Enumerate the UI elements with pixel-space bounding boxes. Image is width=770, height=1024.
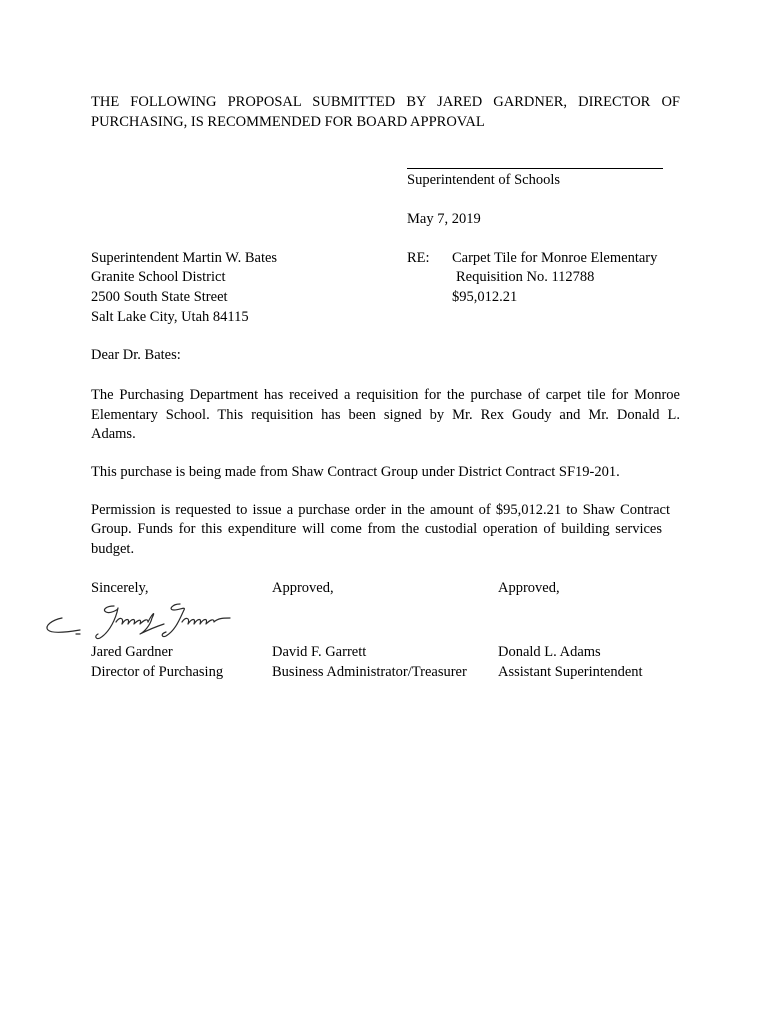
superintendent-signature-line (407, 168, 663, 169)
paragraph-1-line-3: Adams. (91, 426, 136, 442)
re-line-3: $95,012.21 (452, 289, 518, 305)
re-line-1: Carpet Tile for Monroe Elementary (452, 250, 658, 266)
signatory-1-title: Director of Purchasing (91, 664, 224, 680)
signatory-2-title: Business Administrator/Treasurer (272, 664, 467, 680)
closing-sincerely: Sincerely, (91, 580, 149, 596)
signatory-2-name: David F. Garrett (272, 644, 367, 660)
re-label: RE: (407, 250, 430, 266)
letter-date: May 7, 2019 (407, 211, 481, 227)
paragraph-3-line-1: Permission is requested to issue a purchase order in the amount of $95,012.21 to Shaw Contract (91, 502, 670, 518)
recipient-line-3: 2500 South State Street (91, 289, 228, 305)
recipient-line-1: Superintendent Martin W. Bates (91, 250, 278, 266)
closing-approved-2: Approved, (498, 580, 560, 596)
re-line-2: Requisition No. 112788 (456, 269, 595, 285)
signatory-1-name: Jared Gardner (91, 644, 173, 660)
header-line-1: THE FOLLOWING PROPOSAL SUBMITTED BY JARED GARDNER, DIRECTOR OF (91, 94, 680, 110)
paragraph-3-line-2: Group. Funds for this expenditure will come from the custodial operation of building services (91, 521, 662, 537)
recipient-line-4: Salt Lake City, Utah 84115 (91, 309, 249, 325)
superintendent-label: Superintendent of Schools (407, 172, 561, 188)
signatory-3-name: Donald L. Adams (498, 644, 601, 660)
paragraph-3-line-3: budget. (91, 541, 135, 557)
salutation: Dear Dr. Bates: (91, 347, 181, 363)
signatory-3-title: Assistant Superintendent (498, 664, 643, 680)
paragraph-1-line-1: The Purchasing Department has received a requisition for the purchase of carpet tile for Monroe (91, 387, 680, 403)
paragraph-1-line-2: Elementary School. This requisition has been signed by Mr. Rex Goudy and Mr. Donald L. (91, 407, 680, 423)
recipient-line-2: Granite School District (91, 269, 226, 285)
closing-approved-1: Approved, (272, 580, 334, 596)
paragraph-2: This purchase is being made from Shaw Contract Group under District Contract SF19-201. (91, 464, 620, 480)
jared-gardner-signature (40, 596, 240, 644)
header-line-2: PURCHASING, IS RECOMMENDED FOR BOARD APPROVAL (91, 114, 485, 130)
